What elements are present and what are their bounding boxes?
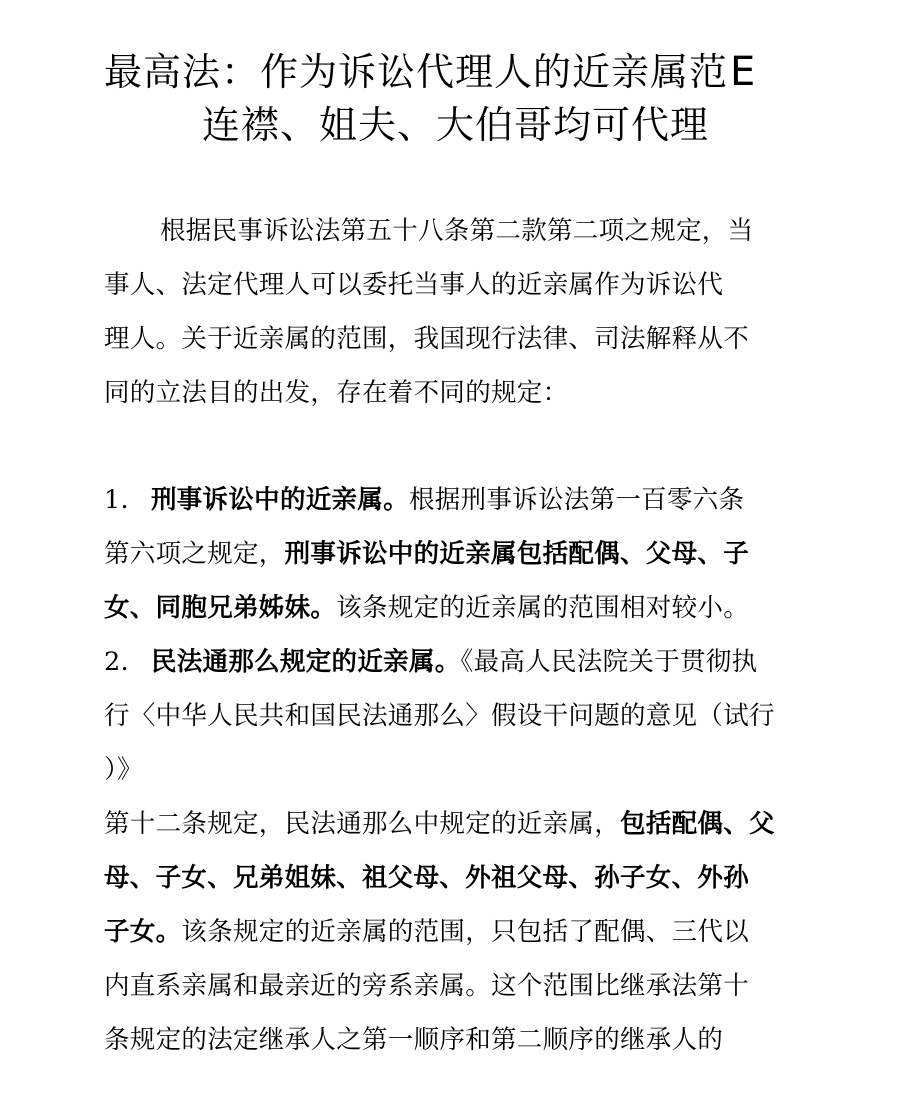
intro-line-1: 根据民事诉讼法第五十八条第二款第二项之规定，当 — [160, 216, 754, 246]
item2-bold-e: 母、子女、兄弟姐妹、祖父母、外祖父母、孙子女、外孙 — [104, 863, 750, 893]
item1-text-b: 第六项之规定， — [104, 539, 285, 569]
document-title-line-1 — [104, 50, 756, 94]
item2-heading: 民法通那么规定的近亲属。 — [150, 647, 461, 677]
item1-text-a: 根据刑事诉讼法第一百零六条 — [408, 485, 745, 515]
item2-line-6 — [104, 916, 749, 948]
item2-line-2: 行〈中华人民共和国民法通那么〉假设干问题的意见（试行 — [104, 701, 775, 731]
item1-number: 1. — [104, 485, 129, 515]
title-glyph-e: E — [730, 49, 757, 95]
document-title-line-2: 连襟、姐夫、大伯哥均可代理 — [202, 103, 710, 147]
intro-line-3: 理人。关于近亲属的范围，我国现行法律、司法解释从不 — [104, 324, 750, 354]
item2-text-a: 《最高人民法院关于贯彻执 — [460, 647, 758, 677]
item2-line-1 — [104, 646, 757, 678]
item2-line-4 — [104, 808, 775, 840]
title-text-1: 最高法：作为诉讼代理人的近亲属范 — [104, 50, 729, 94]
intro-line-2: 事人、法定代理人可以委托当事人的近亲属作为诉讼代 — [104, 270, 724, 300]
item1-bold-c: 女、同胞兄弟姊妹。 — [104, 593, 337, 623]
item2-line-8: 条规定的法定继承人之第一顺序和第二顺序的继承人的 — [104, 1025, 724, 1055]
item2-line-5 — [104, 862, 749, 894]
item2-text-f: 该条规定的近亲属的范围，只包括了配偶、三代以 — [181, 917, 750, 947]
item1-line-2 — [104, 538, 749, 570]
intro-line-4: 同的立法目的出发，存在着不同的规定： — [104, 378, 569, 408]
item1-heading: 刑事诉讼中的近亲属。 — [150, 485, 409, 515]
item2-bold-f: 子女。 — [104, 917, 182, 947]
item1-line-1 — [104, 484, 744, 516]
item2-line-3: ）》 — [104, 755, 143, 785]
item2-text-d: 第十二条规定，民法通那么中规定的近亲属， — [104, 809, 621, 839]
item2-bold-d: 包括配偶、父 — [620, 809, 775, 839]
item2-number: 2. — [104, 647, 129, 677]
item1-line-3 — [104, 592, 749, 624]
item1-bold-b: 刑事诉讼中的近亲属包括配偶、父母、子 — [284, 539, 750, 569]
item2-line-7: 内直系亲属和最亲近的旁系亲属。这个范围比继承法第十 — [104, 971, 750, 1001]
item1-text-c: 该条规定的近亲属的范围相对较小。 — [336, 593, 750, 623]
